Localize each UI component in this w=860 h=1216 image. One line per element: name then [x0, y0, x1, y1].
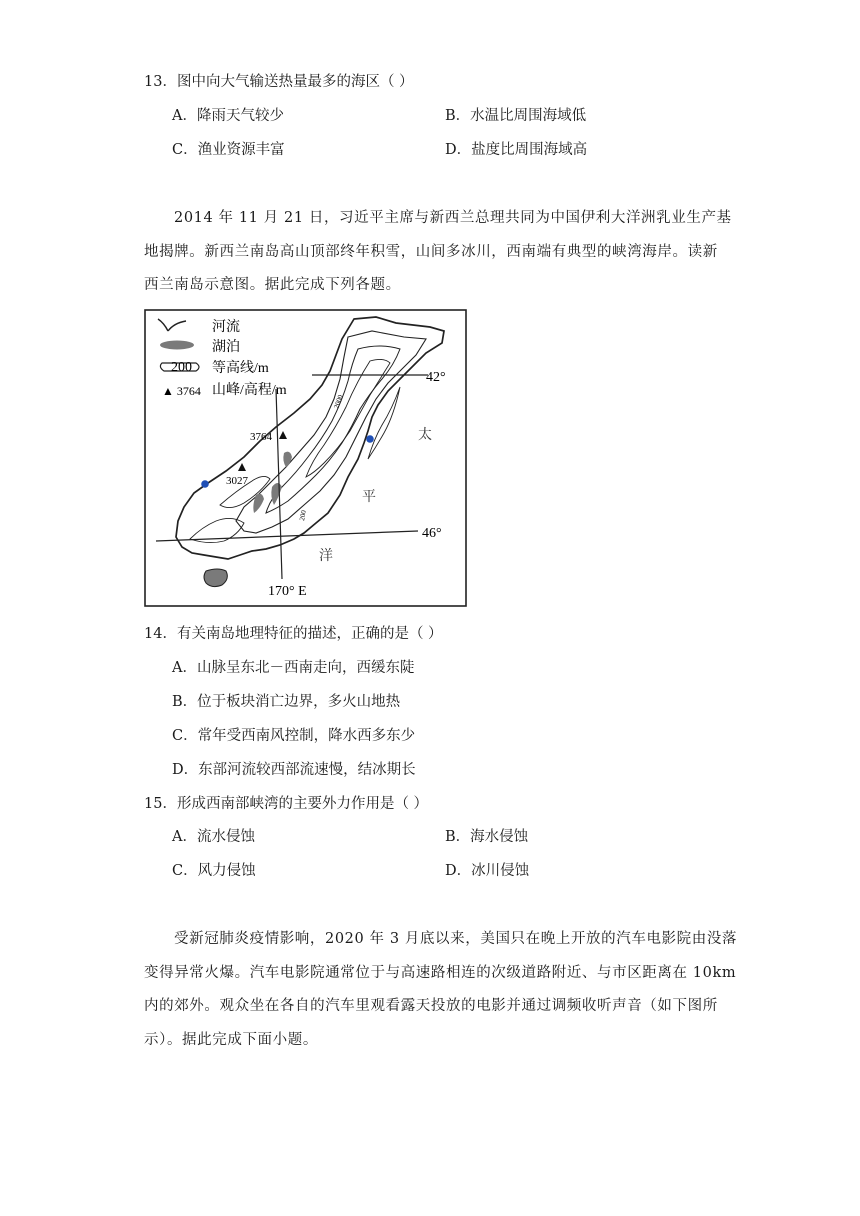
- legend-peak: 山峰/高程/m: [212, 383, 287, 398]
- passage1-line-3: 西兰南岛示意图。据此完成下列各题。: [144, 277, 401, 293]
- question-13-stem: 13．图中向大气输送热量最多的海区（ ）: [144, 74, 414, 90]
- legend-lake: 湖泊: [212, 340, 240, 355]
- city-west-marker: [201, 480, 209, 488]
- q13-option-d[interactable]: D．盐度比周围海域高: [445, 142, 588, 158]
- q15-option-b[interactable]: B．海水侵蚀: [445, 829, 529, 845]
- label-peak-3764: 3764: [250, 431, 272, 443]
- legend-peak-value: ▲ 3764: [162, 384, 201, 398]
- label-sea-tai: 太: [418, 428, 432, 443]
- q14-option-a[interactable]: A．山脉呈东北－西南走向，西缓东陡: [172, 660, 415, 676]
- label-contour-200: 200: [298, 509, 308, 522]
- label-contour-2000: 2000: [332, 393, 345, 410]
- passage2-line-1: 受新冠肺炎疫情影响，2020 年 3 月底以来，美国只在晚上开放的汽车电影院由没落: [174, 931, 738, 947]
- passage1-line-1: 2014 年 11 月 21 日，习近平主席与新西兰总理共同为中国伊利大洋洲乳业生产基: [174, 210, 732, 226]
- passage2-line-4: 示）。据此完成下面小题。: [144, 1032, 318, 1048]
- q14-option-c[interactable]: C．常年受西南风控制，降水西多东少: [172, 728, 416, 744]
- question-14-stem: 14．有关南岛地理特征的描述，正确的是（ ）: [144, 626, 443, 642]
- label-sea-ping: 平: [362, 490, 376, 505]
- legend-contour: 等高线/m: [212, 361, 269, 376]
- label-sea-yang: 洋: [319, 549, 333, 564]
- question-15-stem: 15．形成西南部峡湾的主要外力作用是（ ）: [144, 796, 429, 812]
- passage2-line-2: 变得异常火爆。汽车电影院通常位于与高速路相连的次级道路附近、与市区距离在 10km: [144, 965, 737, 981]
- legend-contour-value: 200: [171, 360, 192, 375]
- stewart-island: [204, 569, 227, 587]
- label-lat-42: 42°: [426, 370, 446, 385]
- label-peak-3027: 3027: [226, 475, 248, 487]
- q13-option-b[interactable]: B．水温比周围海域低: [445, 108, 587, 124]
- q15-option-a[interactable]: A．流水侵蚀: [172, 829, 255, 845]
- q14-option-b[interactable]: B．位于板块消亡边界，多火山地热: [172, 694, 401, 710]
- south-island-map: [144, 309, 467, 607]
- passage1-line-2: 地揭牌。新西兰南岛高山顶部终年积雪，山间多冰川，西南端有典型的峡湾海岸。读新: [144, 244, 718, 260]
- passage2-line-3: 内的郊外。观众坐在各自的汽车里观看露天投放的电影并通过调频收听声音（如下图所: [144, 998, 718, 1014]
- q15-option-d[interactable]: D．冰川侵蚀: [445, 863, 530, 879]
- lake-legend-icon: [160, 341, 194, 350]
- label-lat-46: 46°: [422, 526, 442, 541]
- q15-option-c[interactable]: C．风力侵蚀: [172, 863, 256, 879]
- label-lon-170: 170° E: [268, 584, 307, 599]
- city-east-marker: [366, 435, 374, 443]
- q14-option-d[interactable]: D．东部河流较西部流速慢，结冰期长: [172, 762, 416, 778]
- legend-river: 河流: [212, 320, 240, 335]
- q13-option-c[interactable]: C．渔业资源丰富: [172, 142, 285, 158]
- q13-option-a[interactable]: A．降雨天气较少: [172, 108, 284, 124]
